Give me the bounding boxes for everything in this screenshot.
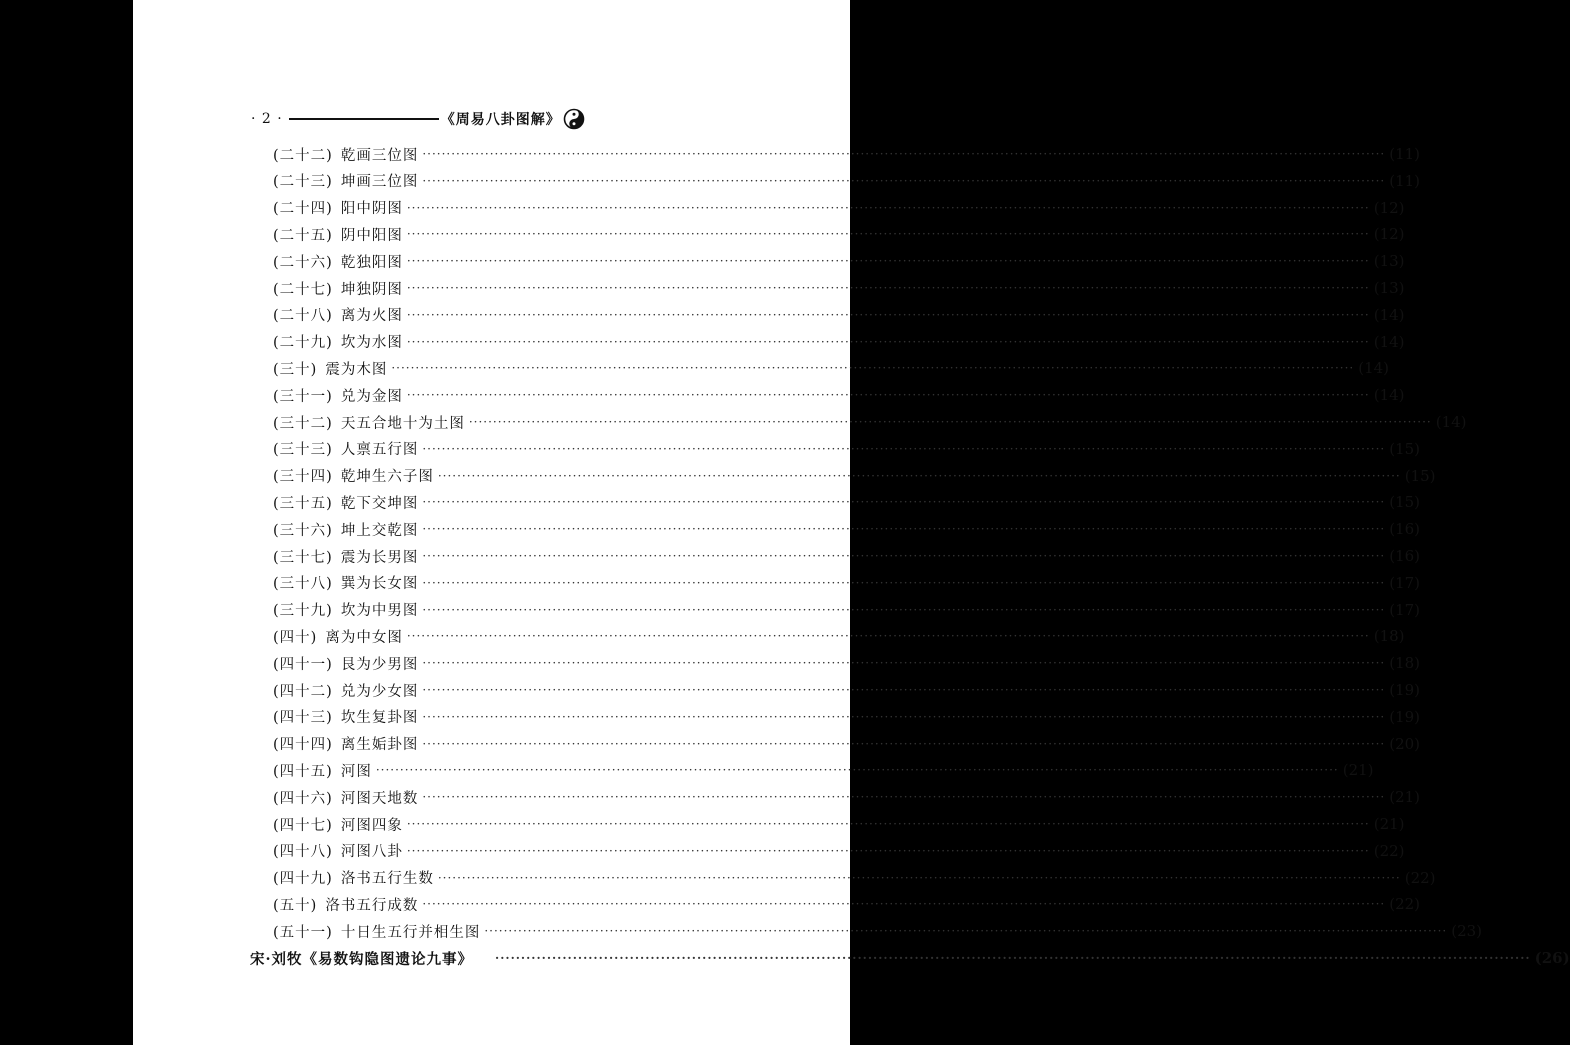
- toc-entry: [273, 811, 1405, 837]
- toc-entry: [273, 248, 1405, 274]
- entry-number: (四十三): [273, 710, 333, 727]
- entry-page: (19): [1389, 681, 1421, 699]
- leader-dots: ········································································································································································································: [406, 843, 1370, 858]
- entry-title: 坤画三位图: [340, 174, 419, 191]
- taiji-icon: [563, 108, 585, 130]
- toc-entry: [273, 195, 1405, 221]
- toc-entry: [273, 704, 1421, 730]
- entry-title: 乾坤生六子图: [340, 469, 434, 486]
- entry-page: (16): [1389, 520, 1421, 539]
- entry-page: (11): [1389, 145, 1421, 163]
- entry-title: 河图四象: [340, 817, 403, 834]
- entry-page: (13): [1373, 279, 1405, 297]
- entry-title: 人禀五行图: [340, 442, 419, 459]
- toc-entry: [273, 409, 1467, 435]
- entry-title: 阳中阴图: [340, 201, 403, 218]
- entry-number: (二十五): [273, 227, 333, 244]
- entry-title: 乾画三位图: [340, 147, 419, 164]
- leader-dots: ········································································································································································································: [484, 924, 1448, 939]
- entry-number: (五十): [273, 897, 318, 914]
- leader-dots: ········································································································································································································: [422, 173, 1386, 188]
- toc-entry: [273, 516, 1421, 542]
- leader-dots: ········································································································································································································: [422, 549, 1386, 563]
- leader-dots: ········································································································································································································: [422, 897, 1386, 912]
- entry-number: (三十三): [273, 442, 333, 459]
- leader-dots: ········································································································································································································: [422, 495, 1386, 510]
- entry-page: (12): [1373, 225, 1405, 244]
- leader-dots: ········································································································································································································: [406, 200, 1370, 215]
- entry-title: 洛书五行成数: [325, 897, 419, 914]
- header-rule: [289, 118, 439, 120]
- entry-title: 坎生复卦图: [340, 710, 419, 727]
- entry-page: (16): [1389, 547, 1421, 565]
- entry-title: 坎为水图: [340, 335, 403, 352]
- entry-page: (18): [1373, 627, 1405, 646]
- leader-dots: ········································································································································································································: [422, 441, 1386, 456]
- entry-number: (二十七): [273, 281, 333, 298]
- entry-title: 震为木图: [325, 361, 388, 378]
- entry-number: (五十一): [273, 924, 333, 941]
- entry-title: 乾下交坤图: [340, 495, 419, 512]
- entry-number: (三十): [273, 361, 318, 378]
- entry-number: (二十九): [273, 335, 333, 352]
- toc-entry: [273, 275, 1405, 301]
- entry-title: 兑为金图: [340, 388, 403, 405]
- page-header: [251, 104, 751, 134]
- leader-dots: ········································································································································································································: [391, 361, 1355, 376]
- toc-entry: [273, 355, 1390, 381]
- entry-page: (15): [1389, 493, 1421, 512]
- entry-number: (三十八): [273, 576, 333, 593]
- entry-number: (三十五): [273, 495, 333, 512]
- toc-section-entry: [250, 945, 1570, 971]
- entry-page: (17): [1389, 573, 1421, 592]
- entry-number: (三十九): [273, 603, 333, 620]
- leader-dots: ········································································································································································································: [422, 522, 1386, 537]
- entry-page: (18): [1389, 654, 1421, 673]
- leader-dots: ········································································································································································································: [406, 388, 1370, 403]
- toc-entry: [273, 865, 1436, 891]
- entry-page: (14): [1373, 332, 1405, 351]
- leader-dots: ········································································································································································································: [406, 629, 1370, 644]
- entry-title: 洛书五行生数: [340, 871, 434, 888]
- entry-page: (20): [1389, 734, 1421, 753]
- entry-page: (22): [1404, 868, 1436, 887]
- leader-dots: ········································································································································································································: [406, 334, 1370, 349]
- toc-entry: [273, 838, 1405, 864]
- section-page: (26): [1534, 949, 1570, 967]
- entry-title: 震为长男图: [340, 549, 419, 566]
- entry-number: (二十二): [273, 147, 333, 164]
- leader-dots: ········································································································································································································: [495, 951, 1531, 965]
- toc-entry: [273, 329, 1405, 355]
- entry-number: (三十一): [273, 388, 333, 405]
- entry-number: (二十三): [273, 174, 333, 191]
- leader-dots: ········································································································································································································: [437, 468, 1401, 483]
- toc-entry: [273, 597, 1421, 623]
- section-title: 宋·刘牧《易数钩隐图遗论九事》: [250, 950, 474, 968]
- entry-page: (11): [1389, 171, 1421, 190]
- entry-page: (21): [1373, 815, 1405, 833]
- entry-page: (14): [1435, 413, 1467, 431]
- leader-dots: ········································································································································································································: [437, 870, 1401, 885]
- entry-number: (四十九): [273, 871, 333, 888]
- leader-dots: ········································································································································································································: [468, 415, 1432, 429]
- entry-number: (四十四): [273, 737, 333, 754]
- entry-page: (14): [1373, 305, 1405, 324]
- entry-title: 十日生五行并相生图: [340, 924, 481, 941]
- toc-entry: [273, 489, 1421, 515]
- entry-title: 离为火图: [340, 308, 403, 325]
- leader-dots: ········································································································································································································: [406, 817, 1370, 831]
- entry-number: (四十): [273, 629, 318, 646]
- leader-dots: ········································································································································································································: [406, 307, 1370, 322]
- toc-entry: [273, 757, 1374, 783]
- toc-entry: [273, 891, 1421, 917]
- toc-entry: [273, 784, 1421, 810]
- toc-entry: [273, 623, 1405, 649]
- entry-title: 河图: [340, 763, 372, 780]
- entry-page: (15): [1389, 439, 1421, 458]
- entry-page: (12): [1373, 198, 1405, 217]
- leader-dots: ········································································································································································································: [422, 709, 1386, 724]
- entry-page: (19): [1389, 707, 1421, 726]
- entry-page: (13): [1373, 252, 1405, 271]
- book-page: [133, 0, 1570, 1045]
- entry-number: (四十七): [273, 817, 333, 834]
- leader-dots: ········································································································································································································: [406, 281, 1370, 295]
- toc-entry: [273, 382, 1405, 408]
- entry-title: 艮为少男图: [340, 656, 419, 673]
- toc-entry: [273, 436, 1421, 462]
- leader-dots: ········································································································································································································: [422, 683, 1386, 697]
- page-number: · 2 ·: [251, 111, 283, 127]
- entry-page: (21): [1389, 788, 1421, 807]
- entry-page: (14): [1373, 386, 1405, 405]
- entry-page: (21): [1342, 761, 1374, 780]
- entry-number: (四十六): [273, 790, 333, 807]
- toc-entry: [273, 543, 1421, 569]
- entry-title: 河图天地数: [340, 790, 419, 807]
- toc-entry: [273, 650, 1421, 676]
- entry-page: (15): [1404, 466, 1436, 485]
- toc-entry: [273, 677, 1421, 703]
- entry-title: 坤独阴图: [340, 281, 403, 298]
- entry-number: (三十四): [273, 469, 333, 486]
- toc-entry: [273, 141, 1421, 167]
- entry-title: 坎为中男图: [340, 603, 419, 620]
- entry-page: (14): [1358, 359, 1390, 378]
- entry-title: 坤上交乾图: [340, 522, 419, 539]
- entry-title: 乾独阳图: [340, 254, 403, 271]
- toc-entry: [273, 168, 1421, 194]
- toc-entry: [273, 570, 1421, 596]
- leader-dots: ········································································································································································································: [406, 227, 1370, 242]
- entry-page: (17): [1389, 600, 1421, 619]
- book-title: 《周易八卦图解》: [440, 112, 561, 128]
- leader-dots: ········································································································································································································: [422, 736, 1386, 751]
- entry-number: (二十六): [273, 254, 333, 271]
- toc-entry: [273, 302, 1405, 328]
- leader-dots: ········································································································································································································: [422, 147, 1386, 161]
- entry-title: 天五合地十为土图: [340, 415, 465, 432]
- entry-number: (四十八): [273, 844, 333, 861]
- entry-number: (四十一): [273, 656, 333, 673]
- entry-title: 阴中阳图: [340, 227, 403, 244]
- entry-number: (四十二): [273, 683, 333, 700]
- entry-number: (三十二): [273, 415, 333, 432]
- entry-page: (22): [1389, 895, 1421, 914]
- leader-dots: ········································································································································································································: [422, 575, 1386, 590]
- toc-entry: [273, 731, 1421, 757]
- entry-title: 巽为长女图: [340, 576, 419, 593]
- entry-number: (二十八): [273, 308, 333, 325]
- entry-title: 兑为少女图: [340, 683, 419, 700]
- leader-dots: ········································································································································································································: [422, 602, 1386, 617]
- toc-entry: [273, 918, 1483, 944]
- entry-title: 离为中女图: [325, 629, 403, 646]
- leader-dots: ········································································································································································································: [375, 763, 1339, 778]
- leader-dots: ········································································································································································································: [406, 254, 1370, 269]
- leader-dots: ········································································································································································································: [422, 790, 1386, 805]
- entry-number: (二十四): [273, 201, 333, 218]
- entry-title: 河图八卦: [340, 844, 403, 861]
- entry-number: (三十七): [273, 549, 333, 566]
- entry-page: (23): [1451, 922, 1483, 941]
- entry-title: 离生姤卦图: [340, 737, 419, 754]
- toc-entry: [273, 221, 1405, 247]
- entry-number: (三十六): [273, 522, 333, 539]
- entry-page: (22): [1373, 841, 1405, 860]
- toc-entry: [273, 463, 1436, 489]
- leader-dots: ········································································································································································································: [422, 656, 1386, 671]
- entry-number: (四十五): [273, 763, 333, 780]
